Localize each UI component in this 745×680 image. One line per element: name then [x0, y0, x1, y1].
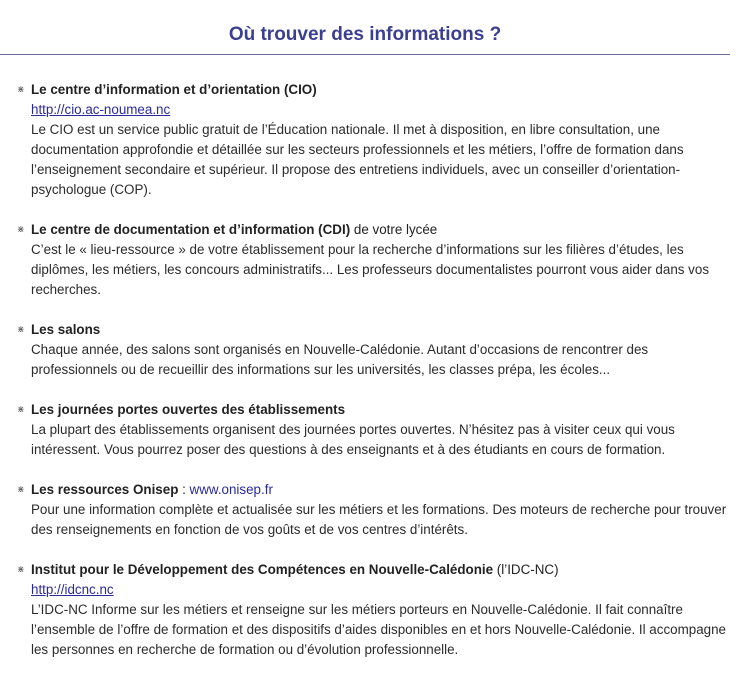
- section-description: Chaque année, des salons sont organisés en Nouvelle-Calédonie. Autant d’occasions de rencontrer des professionnels ou de recueillir des informations sur les universités, les classes prépa, les écoles...: [31, 342, 649, 377]
- bullet-icon: ⋇: [17, 225, 25, 235]
- section-heading: [31, 320, 735, 340]
- section-cio: [0, 80, 735, 200]
- section-cdi: [0, 220, 735, 300]
- section-title-suffix: de votre lycée: [350, 222, 438, 237]
- section-title: Institut pour le Développement des Compétences en Nouvelle-Calédonie: [31, 562, 494, 577]
- section-title: Les journées portes ouvertes des établissements: [31, 402, 346, 417]
- section-salons: [0, 320, 735, 380]
- section-heading: [31, 80, 735, 100]
- section-heading: [31, 480, 735, 500]
- bullet-icon: ⋇: [17, 405, 25, 415]
- section-portes-ouvertes: [0, 400, 735, 460]
- section-separator: :: [178, 482, 190, 497]
- section-heading: [31, 400, 735, 420]
- bullet-icon: ⋇: [17, 485, 25, 495]
- section-heading: [31, 220, 735, 240]
- bullet-icon: ⋇: [17, 85, 25, 95]
- title-divider: [0, 54, 730, 55]
- section-description: La plupart des établissements organisent des journées portes ouvertes. N’hésitez pas à visiter ceux qui vous intéressent. Vous pourrez poser des questions à des enseignants et à des étudiants en cours de formation.: [31, 422, 675, 457]
- section-description: C’est le « lieu-ressource » de votre établissement pour la recherche d’informations sur les filières d’études, les diplômes, les métiers, les concours administratifs... Les professeurs documentalistes pourront vous aider dans vos recherches.: [31, 242, 710, 297]
- bullet-icon: ⋇: [17, 565, 25, 575]
- section-heading: [31, 560, 735, 580]
- section-title: Les salons: [31, 322, 101, 337]
- page-title: Où trouver des informations ?: [228, 24, 502, 45]
- section-description: Le CIO est un service public gratuit de l’Éducation nationale. Il met à disposition, en libre consultation, une documentation approfondie et détaillée sur les secteurs professionnels et les métiers, l’offre de formation dans l’enseignement secondaire et supérieur. Il propose des entretiens individuels, avec un conseiller d’orientation-psychologue (COP).: [31, 122, 684, 197]
- idcnc-link[interactable]: http://idcnc.nc: [31, 582, 114, 597]
- bullet-icon: ⋇: [17, 325, 25, 335]
- section-title: Le centre d’information et d’orientation (CIO): [31, 82, 317, 97]
- cio-link[interactable]: http://cio.ac-noumea.nc: [31, 102, 171, 117]
- section-onisep: [0, 480, 735, 540]
- section-title: Le centre de documentation et d’information (CDI): [31, 222, 351, 237]
- section-description: Pour une information complète et actualisée sur les métiers et les formations. Des moteurs de recherche pour trouver des renseignements en fonction de vos goûts et de vos centres d’intérêts.: [31, 502, 727, 537]
- section-description: L’IDC-NC Informe sur les métiers et renseigne sur les métiers porteurs en Nouvelle-Calédonie. Il fait connaître l’ensemble de l’offre de formation et des dispositifs d’aides disponibles en et hors Nouvelle-Calédonie. Il accompagne les personnes en recherche de formation ou d’évolution professionnelle.: [31, 602, 726, 657]
- section-idcnc: [0, 560, 735, 660]
- section-title: Les ressources Onisep: [31, 482, 179, 497]
- section-title-suffix: (l’IDC-NC): [493, 562, 559, 577]
- info-sections: [0, 80, 735, 680]
- onisep-link[interactable]: www.onisep.fr: [189, 482, 273, 497]
